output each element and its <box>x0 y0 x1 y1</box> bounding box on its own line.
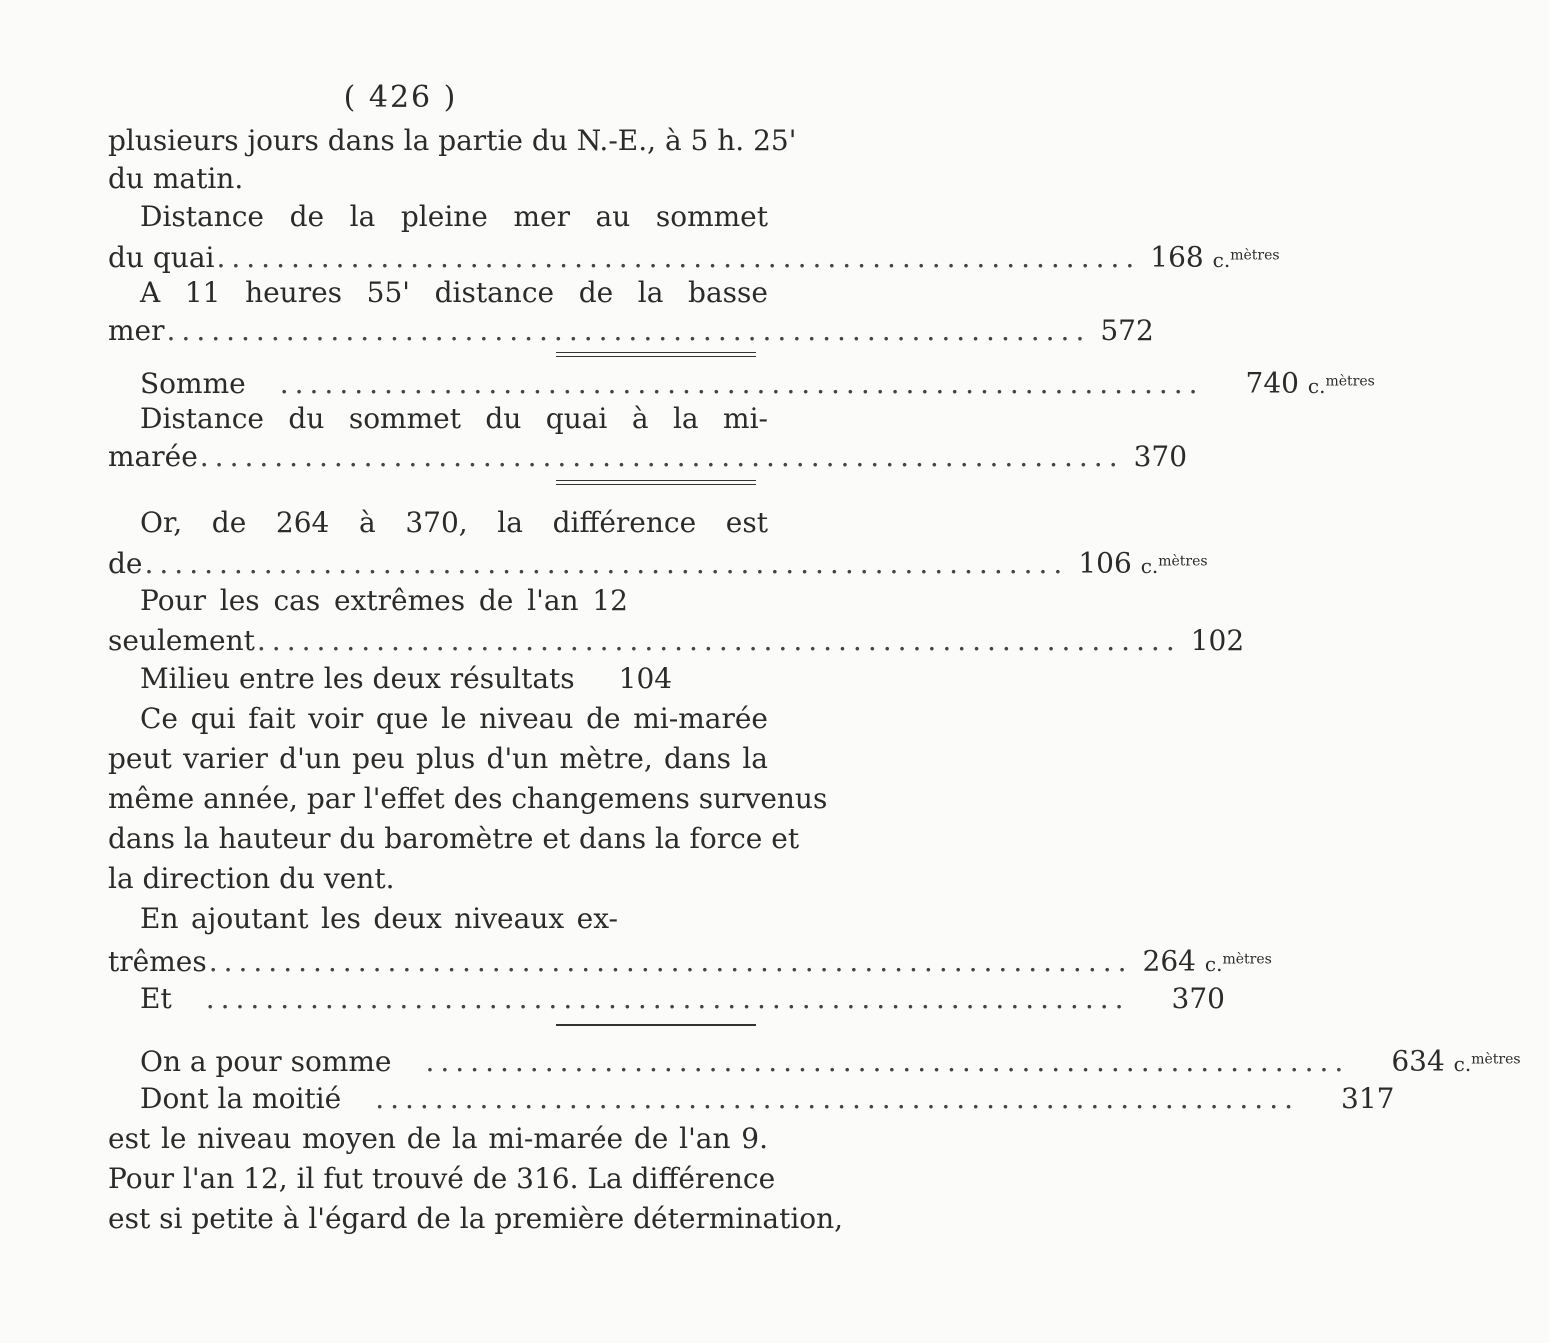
value-row <box>108 438 1188 476</box>
unit-label: c.$^{mètres}$ <box>1453 1051 1521 1076</box>
row-label: trêmes <box>108 944 207 978</box>
row-label: de <box>108 546 143 580</box>
page-number: ( 426 ) <box>343 80 458 115</box>
row-label: Dont la moitié <box>140 1082 342 1115</box>
text-line: En ajoutant les deux niveaux ex- <box>140 902 618 935</box>
dot-leader: .............................................................. <box>425 1044 1350 1078</box>
value-row <box>108 236 1280 279</box>
row-label: On a pour somme <box>140 1044 392 1078</box>
row-value: 370 <box>1133 440 1188 473</box>
row-value: 317 <box>1341 1082 1395 1115</box>
row-label: Milieu entre les deux résultats <box>140 662 575 695</box>
row-value: 264 c.$^{mètres}$ <box>1142 944 1272 978</box>
unit-label: c.$^{mètres}$ <box>1307 373 1375 398</box>
text-line: dans la hauteur du baromètre et dans la force et <box>108 822 800 855</box>
text-line: Or, de 264 à 370, la différence est <box>140 506 768 539</box>
row-label: mer <box>108 314 165 347</box>
row-value: 634 c.$^{mètres}$ <box>1391 1044 1521 1078</box>
value-row <box>108 1080 1395 1118</box>
dot-leader: .............................................................. <box>208 944 1133 978</box>
row-label: Somme <box>140 366 246 400</box>
row-label: marée <box>108 440 198 473</box>
dot-leader: .............................................................. <box>199 440 1124 473</box>
value-row <box>108 980 1225 1018</box>
text-line: A 11 heures 55' distance de la basse <box>140 276 768 309</box>
difference-rule <box>556 480 756 481</box>
row-value: 370 <box>1171 982 1225 1015</box>
row-value: 740 c.$^{mètres}$ <box>1245 366 1375 400</box>
unit-label: c.$^{mètres}$ <box>1212 247 1280 272</box>
row-label: du quai <box>108 240 215 274</box>
dot-leader: .............................................................. <box>256 624 1181 657</box>
dot-leader: .............................................................. <box>205 982 1130 1015</box>
dot-leader: .............................................................. <box>144 546 1069 580</box>
value-row <box>108 940 1272 983</box>
text-line: est si petite à l'égard de la première détermination, <box>108 1202 844 1235</box>
text-line: Ce qui fait voir que le niveau de mi-marée <box>140 702 768 735</box>
text-line: même année, par l'effet des changemens survenus <box>108 782 828 815</box>
dot-leader: .............................................................. <box>279 366 1204 400</box>
dot-leader: .............................................................. <box>375 1082 1300 1115</box>
row-label: Et <box>140 982 172 1015</box>
value-row <box>108 660 768 698</box>
text-line: Distance du sommet du quai à la mi- <box>140 402 768 435</box>
text-line: la direction du vent. <box>108 862 395 895</box>
row-value: 168 c.$^{mètres}$ <box>1150 240 1280 274</box>
dot-leader: .............................................................. <box>216 240 1141 274</box>
row-value: 572 <box>1100 314 1154 347</box>
text-line: plusieurs jours dans la partie du N.-E., à 5 h. 25' <box>108 124 797 157</box>
value-row <box>108 362 1375 405</box>
text-line: Distance de la pleine mer au sommet <box>140 200 768 233</box>
dot-leader: .............................................................. <box>166 314 1091 347</box>
value-row <box>108 312 1154 350</box>
row-value: 102 <box>1190 624 1245 657</box>
value-row <box>108 622 1245 660</box>
text-line: est le niveau moyen de la mi-marée de l'an 9. <box>108 1122 768 1155</box>
row-label: seulement <box>108 624 255 657</box>
text-line: peut varier d'un peu plus d'un mètre, dans la <box>108 742 768 775</box>
value-row <box>108 542 1208 585</box>
row-value: 104 <box>618 662 673 695</box>
sum-rule <box>556 352 756 353</box>
unit-label: c.$^{mètres}$ <box>1204 951 1272 976</box>
sum-rule <box>556 1024 756 1026</box>
row-value: 106 c.$^{mètres}$ <box>1078 546 1208 580</box>
value-row <box>108 1040 1521 1083</box>
unit-label: c.$^{mètres}$ <box>1140 553 1208 578</box>
text-line: Pour l'an 12, il fut trouvé de 316. La différence <box>108 1162 776 1195</box>
text-line: Pour les cas extrêmes de l'an 12 <box>140 584 628 617</box>
text-line: du matin. <box>108 162 244 195</box>
